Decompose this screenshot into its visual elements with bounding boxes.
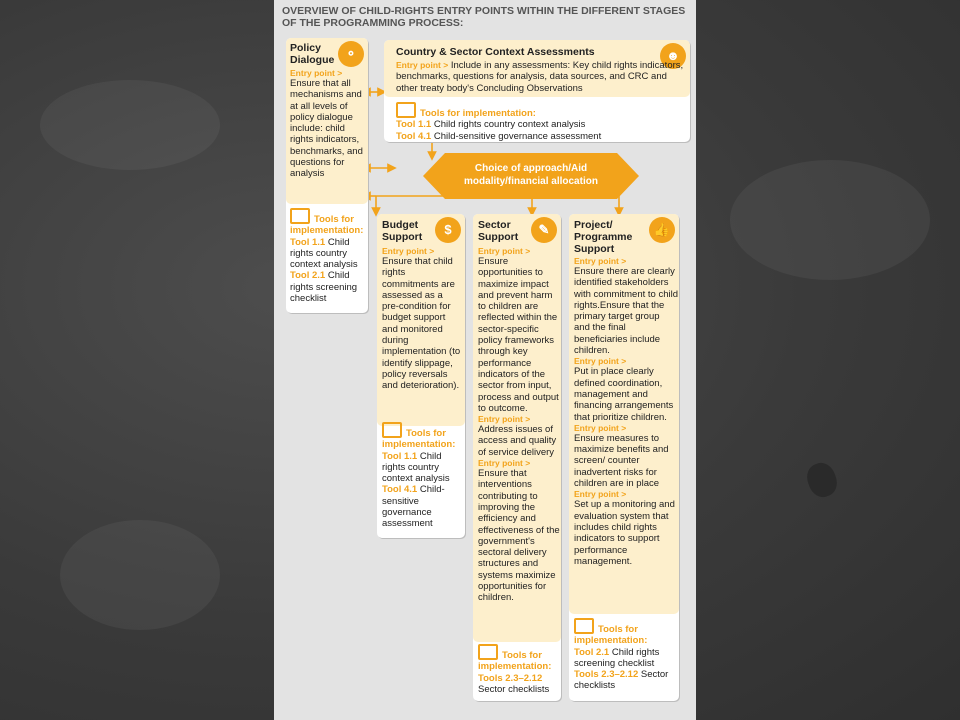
project-support-panel <box>569 214 679 701</box>
tool-text: Child rights screening checklist <box>290 270 358 305</box>
tools-label <box>574 618 678 647</box>
chalk-smudge <box>40 80 220 170</box>
entry-point-label: Entry point > <box>574 256 627 266</box>
tools-label <box>478 644 560 673</box>
page-header: OVERVIEW OF CHILD-RIGHTS ENTRY POINTS WITHIN THE DIFFERENT STAGES OF THE PROGRAMMING PROCESS: <box>282 5 686 29</box>
entry-point-label: Entry point > <box>396 60 449 70</box>
tool-text: Child-sensitive governance assessment <box>382 484 445 530</box>
tool-item <box>574 647 678 670</box>
tools-label-text: Tools for implementation: <box>420 108 536 119</box>
tool-text: Child rights country context analysis <box>433 119 586 131</box>
infographic-page <box>274 0 696 720</box>
project-support-text-1: Ensure there are clearly identified stakeholders with commitment to child rights.Ensure that the primary target group and the final beneficiaries include children. <box>574 266 679 357</box>
entry-point-label: Entry point > <box>478 246 531 256</box>
tool-item <box>382 451 462 485</box>
context-assessment-title: Country & Sector Context Assessments <box>396 46 595 58</box>
context-assessment-text: Include in any assessments: Key child rights indicators, benchmarks, questions for analysis, data sources, and CRC and other treaty body's Concluding Observations <box>396 60 684 94</box>
tools-label <box>382 422 462 451</box>
project-support-text-3: Ensure measures to maximize benefits and screen/ counter inadvertent risks for children are in place <box>574 432 669 490</box>
tools-box-icon <box>290 208 310 224</box>
tools-label-text: Tools for implementation: <box>290 214 364 237</box>
entry-point-label: Entry point > <box>478 458 531 469</box>
people-icon: ☻ <box>660 43 686 69</box>
choice-label: Choice of approach/Aid modality/financial allocation <box>464 163 598 187</box>
tools-box-icon <box>574 618 594 634</box>
tool-text: Child rights screening checklist <box>574 646 660 669</box>
tools-label <box>290 208 366 237</box>
tool-ref: Tool 4.1 <box>396 130 432 142</box>
project-support-text-2: Put in place clearly defined coordination, management and financing arrangements that prioritize children. <box>574 366 674 423</box>
tool-ref: Tool 2.1 <box>290 270 326 282</box>
tool-ref: Tool 4.1 <box>382 484 418 496</box>
tool-item <box>478 673 560 696</box>
tool-text: Child rights country context analysis <box>290 236 358 271</box>
tool-item <box>396 119 686 130</box>
context-assessment-panel <box>384 40 690 142</box>
tool-text: Child-sensitive governance assessment <box>433 130 602 142</box>
budget-support-title: Budget Support <box>382 219 423 243</box>
tools-box-icon <box>396 102 416 118</box>
tools-label <box>396 102 686 119</box>
policy-dialogue-title: Policy Dialogue <box>290 42 335 66</box>
handshake-icon: ✎ <box>531 217 557 243</box>
sector-support-text-3: Ensure that interventions contributing to improving the efficiency and effectiveness of the government's sectoral delivery structures and systems maximize opportunities for children. <box>478 468 560 604</box>
sector-support-text-1: Ensure opportunities to maximize impact and prevent harm to children are reflected within the sector-specific policy frameworks through key performance indicators of the sector from input, process and output to outcome. <box>478 256 559 414</box>
entry-point-label: Entry point > <box>382 246 435 256</box>
entry-point-label: Entry point > <box>574 489 627 500</box>
sector-support-text-2: Address issues of access and quality of service delivery <box>478 424 557 458</box>
tool-ref: Tools 2.3–2.12 <box>478 672 543 684</box>
stone-mark <box>803 459 841 501</box>
tools-label-text: Tools for implementation: <box>478 650 552 673</box>
speech-bubbles-icon: ⚬ <box>338 41 364 67</box>
tools-box-icon <box>382 422 402 438</box>
entry-point-label: Entry point > <box>574 356 627 367</box>
money-bag-icon: $ <box>435 217 461 243</box>
chalk-smudge <box>730 160 930 280</box>
tool-ref: Tool 1.1 <box>396 119 432 131</box>
tool-ref: Tool 2.1 <box>574 646 610 658</box>
tools-label-text: Tools for implementation: <box>382 428 456 451</box>
budget-support-panel <box>377 214 465 538</box>
tools-label-text: Tools for implementation: <box>574 624 648 647</box>
tool-item <box>574 669 678 692</box>
entry-point-label: Entry point > <box>290 68 343 78</box>
chalk-smudge <box>60 520 220 630</box>
tool-ref: Tools 2.3–2.12 <box>574 669 639 681</box>
tools-box-icon <box>478 644 498 660</box>
tool-text: Child rights country context analysis <box>382 450 450 485</box>
policy-dialogue-panel <box>286 38 368 313</box>
tool-text: Sector checklists <box>574 669 669 692</box>
tool-ref: Tool 1.1 <box>290 236 326 248</box>
project-support-title: Project/ Programme Support <box>574 219 633 255</box>
budget-support-text: Ensure that child rights commitments are assessed as a pre-condition for budget support and monitored during implementation (to identify slippage, policy reversals and deterioration). <box>382 256 461 392</box>
tool-item <box>290 237 366 271</box>
context-assessment-text-block <box>396 60 688 94</box>
project-support-text-4: Set up a monitoring and evaluation system that includes child rights indicators to support performance management. <box>574 499 675 567</box>
tool-item <box>396 131 686 142</box>
tool-text: Sector checklists <box>478 683 550 695</box>
tool-item <box>290 270 366 304</box>
entry-point-label: Entry point > <box>478 414 531 425</box>
entry-point-label: Entry point > <box>574 422 627 433</box>
sector-support-panel <box>473 214 561 701</box>
policy-dialogue-text: Ensure that all mechanisms and at all levels of policy dialogue include: child rights indicators, benchmarks, and questions for analysis <box>290 78 363 180</box>
tool-ref: Tool 1.1 <box>382 450 418 462</box>
tool-item <box>382 484 462 529</box>
thumbs-up-icon: 👍 <box>649 217 675 243</box>
sector-support-title: Sector Support <box>478 219 519 243</box>
